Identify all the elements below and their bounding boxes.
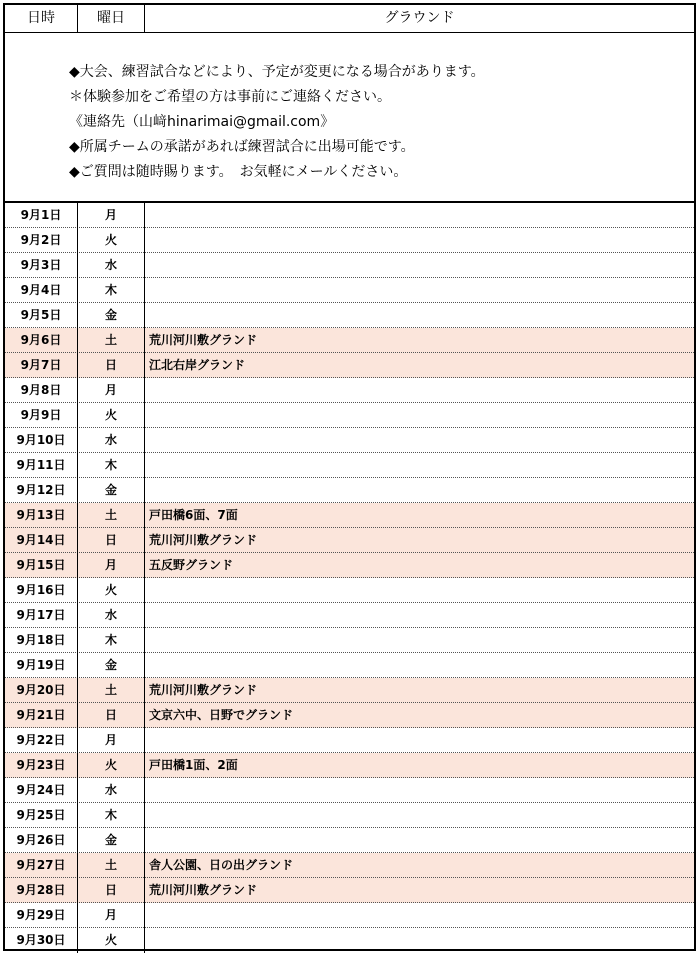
- header-ground: グラウンド: [384, 10, 455, 26]
- note-line: ◆大会、練習試合などにより、予定が変更になる場合があります。: [69, 64, 485, 80]
- ground-cell: [149, 778, 694, 803]
- weekday-cell: 月: [78, 553, 145, 578]
- weekday-cell: 火: [78, 403, 145, 428]
- weekday-cell: 土: [78, 853, 145, 878]
- ground-cell: 荒川河川敷グランド: [149, 683, 258, 697]
- table-row: [5, 328, 694, 353]
- date-cell: 9月14日: [5, 528, 78, 553]
- ground-cell: 荒川河川敷グランド: [149, 533, 258, 547]
- weekday-cell: 水: [78, 253, 145, 278]
- note-line: ◆ご質問は随時賜ります。 お気軽にメールください。: [69, 164, 408, 180]
- header-weekday: 曜日: [78, 5, 145, 32]
- weekday-cell: 日: [78, 528, 145, 553]
- table-row: [5, 728, 694, 753]
- table-row: [5, 653, 694, 678]
- weekday-cell: 金: [78, 653, 145, 678]
- notes-section: [5, 33, 694, 203]
- note-line: ＊体験参加をご希望の方は事前にご連絡ください。: [69, 89, 391, 105]
- ground-cell: 舎人公園、日の出グランド: [149, 858, 294, 872]
- table-row: [5, 628, 694, 653]
- table-row: [5, 228, 694, 253]
- schedule-sheet: [3, 3, 696, 951]
- date-cell: 9月20日: [5, 678, 78, 703]
- date-cell: 9月28日: [5, 878, 78, 903]
- table-row: [5, 203, 694, 228]
- table-row: [5, 303, 694, 328]
- date-cell: 9月4日: [5, 278, 78, 303]
- table-row: [5, 828, 694, 853]
- ground-cell: [149, 428, 694, 453]
- date-cell: 9月7日: [5, 353, 78, 378]
- table-row: [5, 378, 694, 403]
- table-row: [5, 853, 694, 878]
- date-cell: 9月23日: [5, 753, 78, 778]
- date-cell: 9月15日: [5, 553, 78, 578]
- table-row: [5, 678, 694, 703]
- weekday-cell: 月: [78, 728, 145, 753]
- ground-cell: [149, 628, 694, 653]
- date-cell: 9月24日: [5, 778, 78, 803]
- table-row: [5, 453, 694, 478]
- note-line: ◆所属チームの承諾があれば練習試合に出場可能です。: [69, 139, 415, 155]
- date-cell: 9月11日: [5, 453, 78, 478]
- ground-cell: 文京六中、日野でグランド: [149, 708, 294, 722]
- weekday-cell: 火: [78, 928, 145, 953]
- table-row: [5, 253, 694, 278]
- date-cell: 9月1日: [5, 203, 78, 228]
- ground-cell: [149, 453, 694, 478]
- ground-cell: 荒川河川敷グランド: [149, 883, 258, 897]
- table-row: [5, 278, 694, 303]
- ground-cell: 五反野グランド: [149, 558, 234, 572]
- table-row: [5, 703, 694, 728]
- weekday-cell: 日: [78, 353, 145, 378]
- ground-cell: [149, 303, 694, 328]
- date-cell: 9月30日: [5, 928, 78, 953]
- weekday-cell: 月: [78, 203, 145, 228]
- ground-cell: [149, 203, 694, 228]
- date-cell: 9月3日: [5, 253, 78, 278]
- date-cell: 9月6日: [5, 328, 78, 353]
- date-cell: 9月16日: [5, 578, 78, 603]
- weekday-cell: 木: [78, 803, 145, 828]
- ground-cell: [149, 253, 694, 278]
- date-cell: 9月2日: [5, 228, 78, 253]
- weekday-cell: 木: [78, 453, 145, 478]
- table-row: [5, 353, 694, 378]
- ground-cell: [149, 653, 694, 678]
- table-row: [5, 528, 694, 553]
- ground-cell: [149, 378, 694, 403]
- date-cell: 9月18日: [5, 628, 78, 653]
- ground-cell: 江北右岸グランド: [149, 358, 246, 372]
- table-row: [5, 403, 694, 428]
- weekday-cell: 月: [78, 378, 145, 403]
- date-cell: 9月13日: [5, 503, 78, 528]
- weekday-cell: 月: [78, 903, 145, 928]
- ground-cell: 戸田橋6面、7面: [149, 508, 238, 522]
- weekday-cell: 水: [78, 778, 145, 803]
- ground-cell: [149, 578, 694, 603]
- table-row: [5, 878, 694, 903]
- date-cell: 9月21日: [5, 703, 78, 728]
- table-row: [5, 553, 694, 578]
- date-cell: 9月5日: [5, 303, 78, 328]
- table-row: [5, 928, 694, 953]
- table-header: [5, 5, 694, 33]
- weekday-cell: 木: [78, 628, 145, 653]
- date-cell: 9月8日: [5, 378, 78, 403]
- date-cell: 9月9日: [5, 403, 78, 428]
- weekday-cell: 金: [78, 478, 145, 503]
- ground-cell: [149, 603, 694, 628]
- weekday-cell: 日: [78, 703, 145, 728]
- weekday-cell: 金: [78, 303, 145, 328]
- weekday-cell: 水: [78, 603, 145, 628]
- weekday-cell: 木: [78, 278, 145, 303]
- table-row: [5, 778, 694, 803]
- date-cell: 9月26日: [5, 828, 78, 853]
- weekday-cell: 火: [78, 228, 145, 253]
- table-row: [5, 603, 694, 628]
- weekday-cell: 土: [78, 328, 145, 353]
- date-cell: 9月19日: [5, 653, 78, 678]
- table-row: [5, 578, 694, 603]
- date-cell: 9月12日: [5, 478, 78, 503]
- date-cell: 9月25日: [5, 803, 78, 828]
- table-row: [5, 503, 694, 528]
- ground-cell: [149, 828, 694, 853]
- weekday-cell: 水: [78, 428, 145, 453]
- weekday-cell: 土: [78, 503, 145, 528]
- ground-cell: [149, 903, 694, 928]
- date-cell: 9月27日: [5, 853, 78, 878]
- note-line: 《連絡先（山﨑hinarimai@gmail.com》: [69, 114, 335, 130]
- ground-cell: 戸田橋1面、2面: [149, 758, 238, 772]
- ground-cell: [149, 403, 694, 428]
- ground-cell: [149, 278, 694, 303]
- date-cell: 9月17日: [5, 603, 78, 628]
- header-date: 日時: [5, 5, 78, 32]
- weekday-cell: 火: [78, 753, 145, 778]
- table-row: [5, 478, 694, 503]
- ground-cell: [149, 228, 694, 253]
- date-cell: 9月22日: [5, 728, 78, 753]
- date-cell: 9月29日: [5, 903, 78, 928]
- table-row: [5, 428, 694, 453]
- table-row: [5, 803, 694, 828]
- date-cell: 9月10日: [5, 428, 78, 453]
- ground-cell: 荒川河川敷グランド: [149, 333, 258, 347]
- ground-cell: [149, 803, 694, 828]
- table-row: [5, 903, 694, 928]
- ground-cell: [149, 928, 694, 953]
- ground-cell: [149, 478, 694, 503]
- weekday-cell: 火: [78, 578, 145, 603]
- schedule-rows: [5, 203, 694, 953]
- weekday-cell: 金: [78, 828, 145, 853]
- weekday-cell: 日: [78, 878, 145, 903]
- ground-cell: [149, 728, 694, 753]
- table-row: [5, 753, 694, 778]
- weekday-cell: 土: [78, 678, 145, 703]
